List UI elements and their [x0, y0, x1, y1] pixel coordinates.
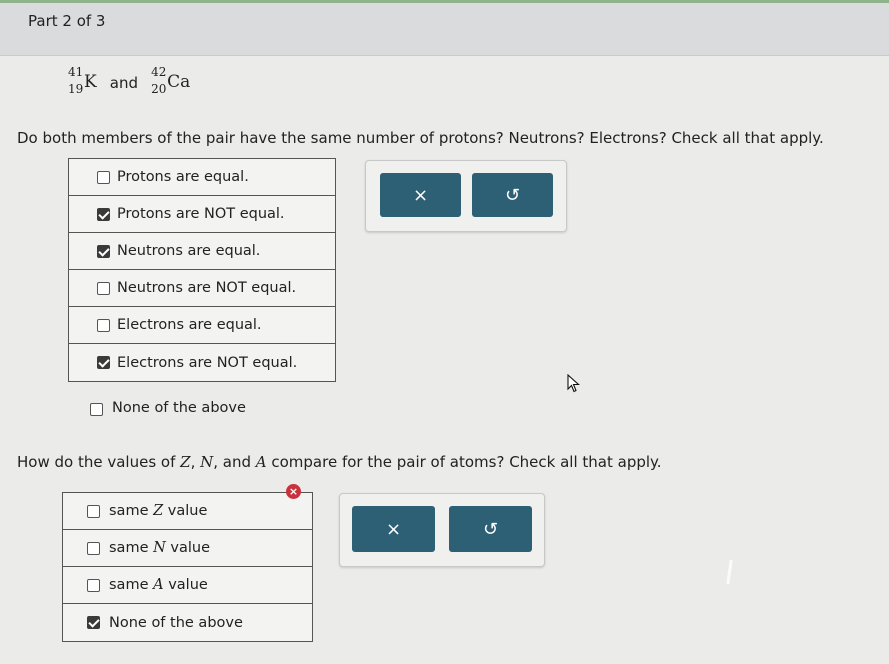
option-same-n[interactable]	[63, 530, 312, 567]
question-2-text	[17, 453, 662, 471]
checkbox-checked[interactable]	[97, 356, 110, 369]
checkbox-checked[interactable]	[97, 245, 110, 258]
mass-number: 41	[68, 65, 84, 79]
question-1-toolbox	[365, 160, 567, 232]
label-text: same	[109, 503, 154, 519]
element-symbol: Ca	[167, 72, 191, 92]
checkbox[interactable]	[97, 282, 110, 295]
checkbox[interactable]	[87, 505, 100, 518]
label-text: same	[109, 540, 154, 556]
checkbox[interactable]	[97, 319, 110, 332]
var-z: Z	[153, 503, 164, 519]
option-none-of-the-above[interactable]	[90, 400, 246, 416]
error-icon: ×	[286, 484, 301, 499]
close-icon: ×	[385, 518, 402, 540]
option-label: Protons are equal.	[117, 169, 249, 185]
var-a: A	[153, 577, 164, 593]
option-neutrons-equal[interactable]	[69, 233, 335, 270]
option-label: Neutrons are equal.	[117, 243, 261, 259]
clear-button[interactable]	[352, 506, 435, 552]
question-2-options	[62, 492, 313, 642]
text-segment: ,	[190, 453, 201, 471]
part-header	[0, 3, 889, 56]
isotope-potassium	[68, 64, 97, 96]
connector-text: and	[109, 74, 139, 92]
option-none-of-the-above[interactable]	[63, 604, 312, 641]
screen-glare	[726, 560, 732, 584]
checkbox-checked[interactable]	[87, 616, 100, 629]
checkbox[interactable]	[87, 542, 100, 555]
option-electrons-not-equal[interactable]	[69, 344, 335, 381]
label-text: value	[163, 503, 208, 519]
undo-button[interactable]	[449, 506, 532, 552]
undo-button[interactable]	[472, 173, 553, 217]
option-label: Electrons are equal.	[117, 317, 262, 333]
option-label: Protons are NOT equal.	[117, 206, 285, 222]
part-label: Part 2 of 3	[28, 12, 106, 30]
label-text: value	[165, 540, 211, 556]
option-label: None of the above	[112, 400, 246, 416]
mass-number: 42	[151, 65, 167, 79]
atomic-number: 19	[68, 82, 84, 96]
var-z: Z	[180, 453, 191, 471]
text-segment: , and	[213, 453, 256, 471]
question-1-options	[68, 158, 336, 382]
option-electrons-equal[interactable]	[69, 307, 335, 344]
question-2-toolbox	[339, 493, 545, 567]
clear-button[interactable]	[380, 173, 461, 217]
checkbox[interactable]	[87, 579, 100, 592]
label-text: value	[163, 577, 208, 593]
var-a: A	[255, 453, 267, 471]
option-label	[109, 540, 210, 556]
var-n: N	[200, 453, 214, 471]
option-protons-equal[interactable]	[69, 159, 335, 196]
option-neutrons-not-equal[interactable]	[69, 270, 335, 307]
option-label: None of the above	[109, 614, 243, 631]
label-text: same	[109, 577, 154, 593]
checkbox-checked[interactable]	[97, 208, 110, 221]
undo-icon: ↺	[504, 184, 521, 206]
option-same-a[interactable]	[63, 567, 312, 604]
checkbox[interactable]	[90, 403, 103, 416]
option-label	[109, 503, 207, 519]
checkbox[interactable]	[97, 171, 110, 184]
text-segment: compare for the pair of atoms? Check all that apply.	[266, 453, 662, 471]
var-n: N	[153, 540, 166, 556]
option-label	[109, 577, 208, 593]
element-symbol: K	[84, 72, 97, 92]
text-segment: How do the values of	[17, 453, 181, 471]
option-label: Neutrons are NOT equal.	[117, 280, 297, 296]
undo-icon: ↺	[482, 518, 499, 540]
option-same-z[interactable]	[63, 493, 312, 530]
isotope-calcium	[151, 64, 191, 96]
option-label: Electrons are NOT equal.	[117, 354, 298, 371]
mouse-cursor-icon	[567, 374, 581, 398]
atomic-number: 20	[151, 82, 167, 96]
question-1-text: Do both members of the pair have the same number of protons? Neutrons? Electrons? Check all that apply.	[17, 129, 824, 147]
option-protons-not-equal[interactable]	[69, 196, 335, 233]
close-icon: ×	[412, 184, 429, 206]
isotope-pair	[68, 64, 190, 104]
